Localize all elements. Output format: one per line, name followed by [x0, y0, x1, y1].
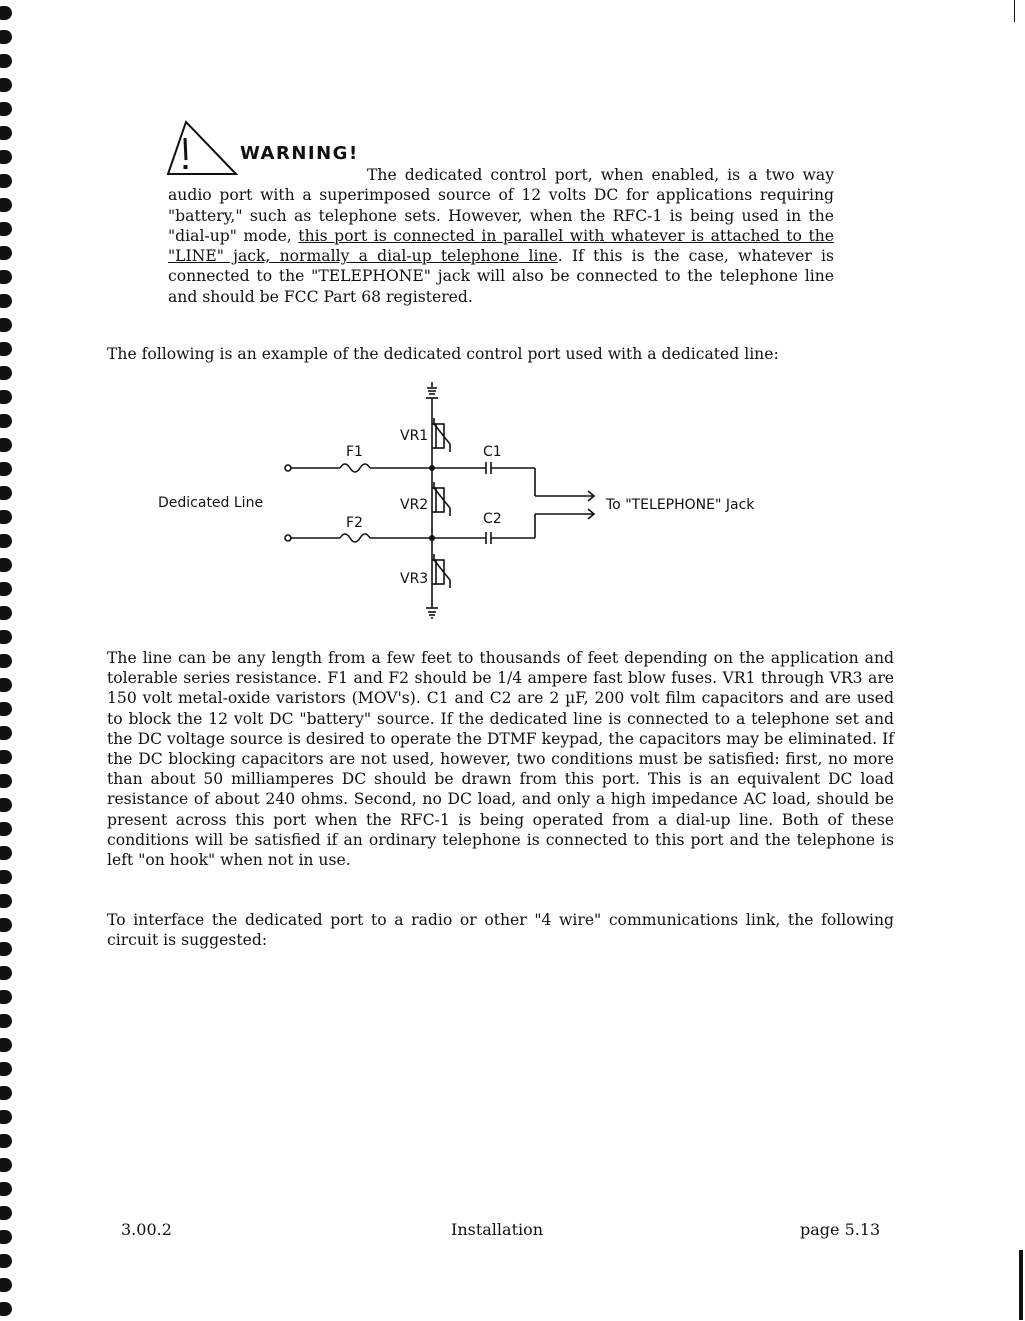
f1-fuse: [340, 464, 370, 472]
c2-label: C2: [483, 511, 502, 527]
body-paragraph: The line can be any length from a few feet to thousands of feet depending on the application and tolerable series resistance. F1 and F2 should be 1/4 ampere fast blow fuses. VR1 through VR3 are 150 volt metal-oxide varistors (MOV's). C1 and C2 are 2 µF, 200 volt film capacitors and are used to block the 12 volt DC "battery" source. If the dedicated line is connected to a telephone set and the DC voltage source is desired to operate the DTMF keypad, the capacitors may be eliminated. If the DC blocking capacitors are not used, however, two conditions must be satisfied: first, no more than about 50 milliamperes DC should be drawn from this port. This is an equivalent DC load resistance of about 240 ohms. Second, no DC load, and only a high impedance AC load, should be present across this port when the RFC-1 is being operated from a dial-up line. Both of these conditions will be satisfied if an ordinary telephone is connected to this port and the telephone is left "on hook" when not in use.: [107, 649, 894, 870]
vr1-label: VR1: [400, 428, 429, 444]
input-label: Dedicated Line: [158, 495, 264, 511]
f2-fuse: [340, 534, 370, 542]
vr2-label: VR2: [400, 497, 429, 513]
scan-edge-mark: [1019, 1250, 1023, 1320]
warning-text: The dedicated control port, when enabled, is a two way audio port with a superimposed source of 12 volts DC for applications requiring "battery," such as telephone sets. However, when the RFC-1 is being used in the "dial-up" mode, this port is connected in parallel with whatever is attached to the "LINE" jack, normally a dial-up telephone line. If this is the case, whatever is connected to the "TELEPHONE" jack will also be connected to the telephone line and should be FCC Part 68 registered.: [168, 166, 835, 306]
scan-edge-mark: [1014, 0, 1015, 22]
warning-emphasis: this port is connected in parallel with whatever is attached to the "LINE" jack, normally a dial-up telephone line: [168, 226, 834, 266]
footer-page-number: page 5.13: [800, 1220, 881, 1239]
ground-symbol-bottom: [426, 608, 438, 618]
vr3-label: VR3: [400, 571, 429, 587]
vr1-varistor: [432, 418, 450, 452]
footer-version: 3.00.2: [121, 1220, 172, 1239]
f2-label: F2: [346, 515, 363, 531]
output-label: To "TELEPHONE" Jack: [606, 497, 755, 513]
body-paragraph: To interface the dedicated port to a radio or other "4 wire" communications link, the following circuit is suggested:: [107, 911, 894, 950]
vr2-varistor: [432, 482, 450, 516]
dedicated-line-schematic: [150, 380, 790, 630]
ground-symbol-top: [426, 382, 438, 422]
input-terminal-top: [285, 465, 291, 471]
input-terminal-bottom: [285, 535, 291, 541]
warning-heading: WARNING!: [240, 143, 359, 164]
footer-section: Installation: [451, 1220, 544, 1239]
vr3-varistor: [432, 554, 450, 588]
c1-label: C1: [483, 444, 502, 460]
f1-label: F1: [346, 444, 363, 460]
intro-paragraph: The following is an example of the dedicated control port used with a dedicated line:: [107, 345, 779, 363]
